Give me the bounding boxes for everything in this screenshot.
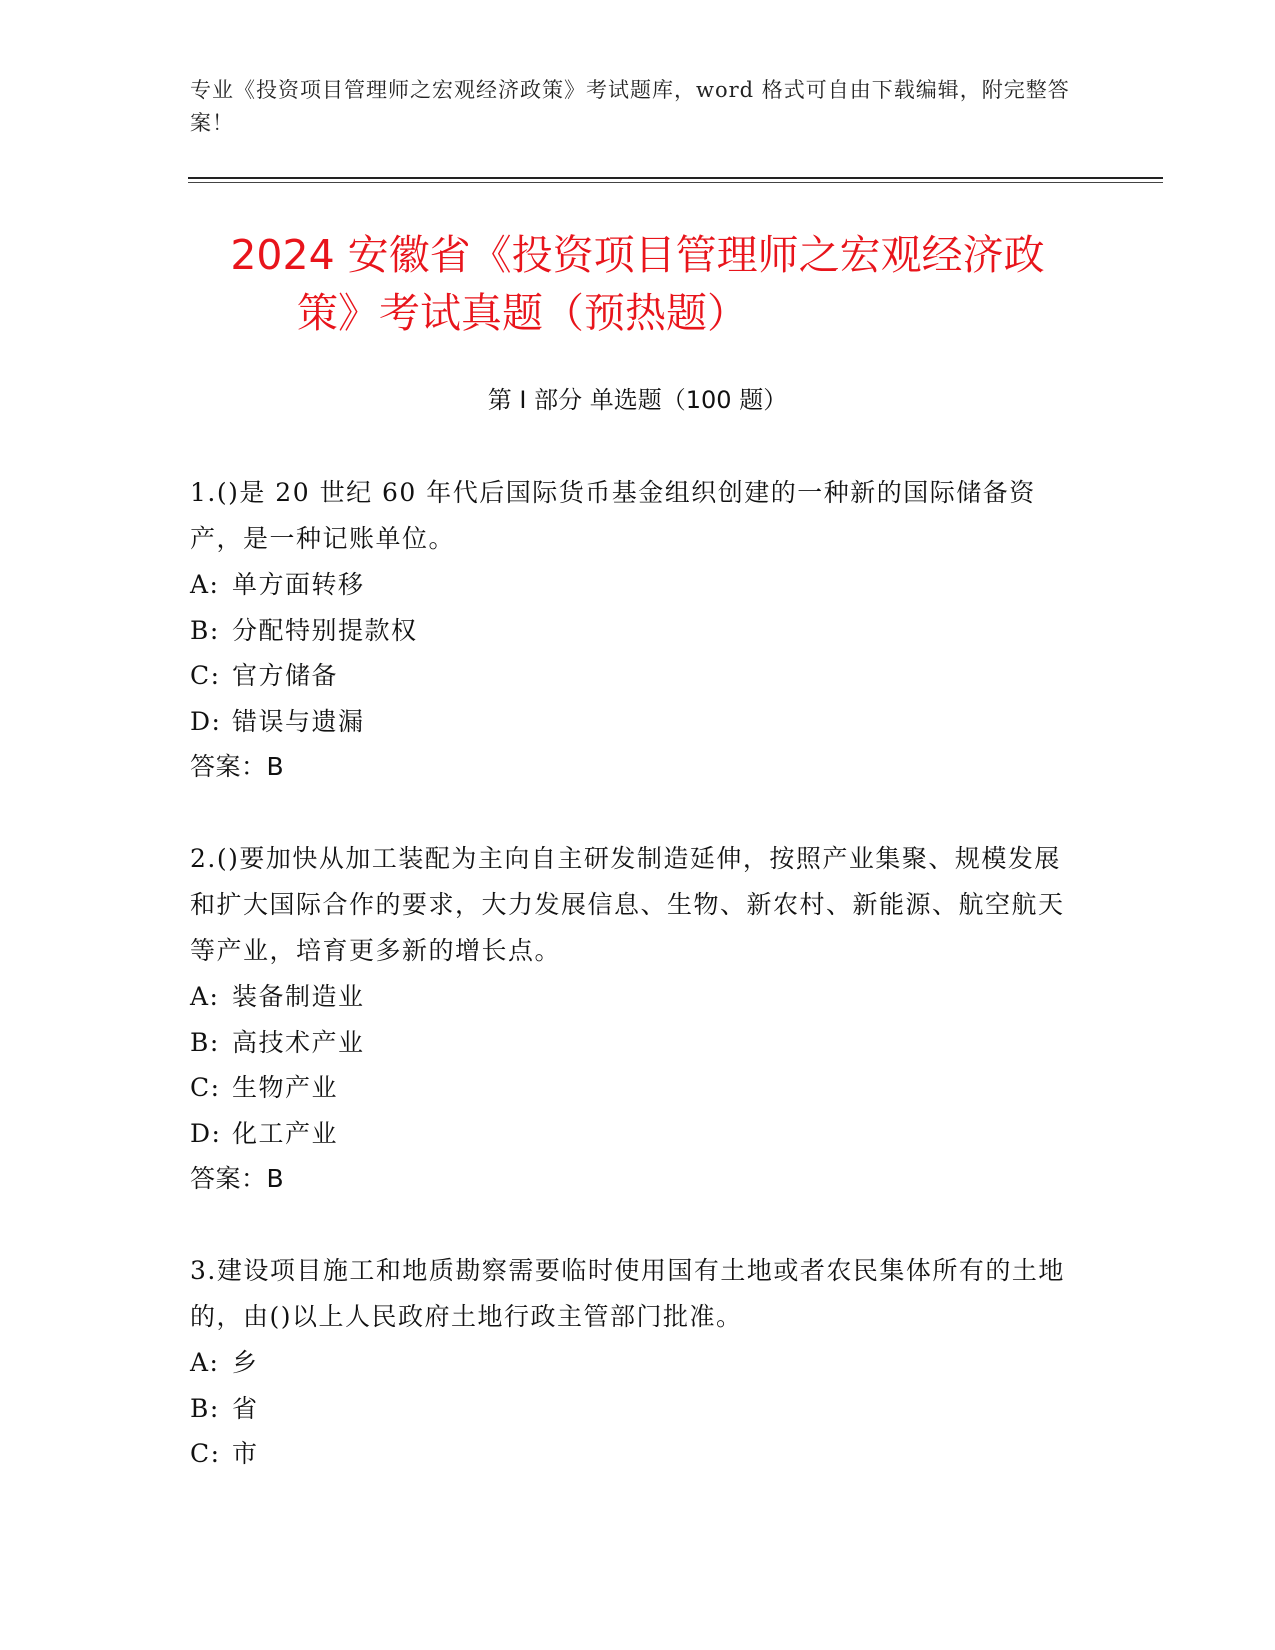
section-heading: 第 I 部分 单选题（100 题） — [487, 386, 788, 414]
option-c — [190, 1065, 1070, 1111]
option-key: C: — [190, 1439, 221, 1468]
option-key: A: — [190, 982, 220, 1011]
question-list — [190, 470, 1070, 1523]
question-stem: 1.()是 20 世纪 60 年代后国际货币基金组织创建的一种新的国际储备资产，是一种记账单位。 — [190, 478, 1036, 553]
option-text: 化工产业 — [232, 1118, 339, 1148]
header-divider-thin — [188, 182, 1163, 183]
option-key: B: — [190, 1027, 220, 1057]
option-key: D: — [190, 1118, 222, 1148]
answer-line: 答案：B — [190, 1164, 285, 1193]
option-key: B: — [190, 615, 220, 645]
option-b — [190, 1020, 1070, 1066]
option-text: 单方面转移 — [232, 570, 365, 599]
option-b — [190, 1386, 1070, 1432]
option-text: 市 — [232, 1439, 259, 1468]
answer-line: 答案：B — [190, 752, 285, 781]
option-a — [190, 1340, 1070, 1386]
option-key: D: — [190, 706, 222, 736]
option-d — [190, 699, 1070, 745]
option-c — [190, 1431, 1070, 1477]
option-a — [190, 562, 1070, 608]
question-2 — [190, 836, 1070, 1202]
question-stem: 2.()要加快从加工装配为主向自主研发制造延伸，按照产业集聚、规模发展和扩大国际合作的要求，大力发展信息、生物、新农村、新能源、航空航天等产业，培育更多新的增长点。 — [190, 844, 1065, 965]
option-text: 高技术产业 — [232, 1027, 365, 1057]
question-1 — [190, 470, 1070, 790]
option-a — [190, 974, 1070, 1020]
option-c — [190, 653, 1070, 699]
option-text: 省 — [232, 1393, 259, 1423]
question-3 — [190, 1248, 1070, 1477]
option-key: A: — [190, 570, 220, 599]
option-text: 乡 — [232, 1348, 259, 1377]
option-key: B: — [190, 1393, 220, 1423]
option-key: C: — [190, 661, 221, 690]
document-title-line-1: 2024 安徽省《投资项目管理师之宏观经济政 — [230, 231, 1045, 279]
document-title-line-2: 策》考试真题（预热题） — [297, 289, 748, 337]
option-key: A: — [190, 1348, 220, 1377]
option-key: C: — [190, 1073, 221, 1102]
option-d — [190, 1111, 1070, 1157]
option-text: 分配特别提款权 — [232, 615, 418, 645]
option-text: 官方储备 — [232, 661, 339, 690]
option-b — [190, 608, 1070, 654]
header-note: 专业《投资项目管理师之宏观经济政策》考试题库，word 格式可自由下载编辑，附完整答案！ — [190, 78, 1070, 135]
option-text: 错误与遗漏 — [232, 706, 365, 736]
question-stem: 3.建设项目施工和地质勘察需要临时使用国有土地或者农民集体所有的土地的，由()以上人民政府土地行政主管部门批准。 — [190, 1256, 1065, 1331]
option-text: 生物产业 — [232, 1073, 339, 1102]
option-text: 装备制造业 — [232, 982, 365, 1011]
header-divider-thick — [188, 177, 1163, 179]
document-title — [150, 226, 1125, 342]
